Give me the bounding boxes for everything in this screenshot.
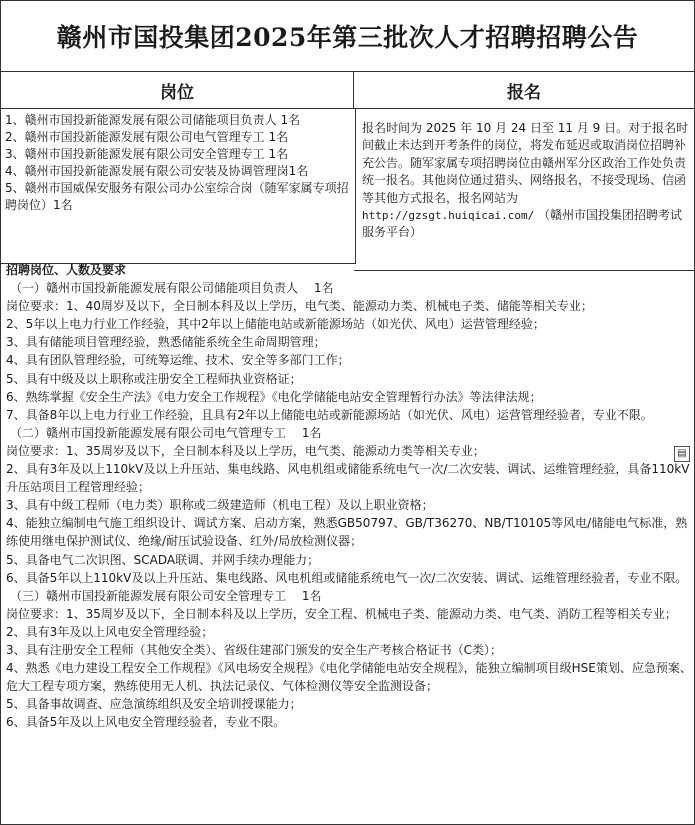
signup-suffix: （赣州市国投集团招聘考试服务平台） [362, 208, 683, 240]
signup-text: 报名时间为 2025 年 10 月 24 日至 11 月 9 日。对于报名时间截止未达到开考条件的岗位，将发布延迟或取消岗位招聘补充公告。随军家属专项招聘岗位由赣州军分区政治工作处负责统一报名。其他岗位通过猎头、网络报名，不接受现场、信函等其他方式报名，报名网站为 [362, 121, 689, 205]
requirement-line: 2、具有3年及以上风电安全管理经验； [6, 624, 214, 639]
positions-list [1, 109, 356, 264]
signup-link[interactable]: http://gzsgt.huiqicai.com/ [362, 209, 535, 223]
requirement-line: 岗位要求：1、35周岁及以下，全日制本科及以上学历，安全工程、机械电子类、能源动力类、电气类、消防工程等相关专业； [6, 606, 677, 621]
position-item: 4、赣州市国投新能源发展有限公司安装及协调管理岗1名 [5, 164, 309, 178]
requirement-line: 2、具有3年及以上110kV及以上升压站、集电线路、风电机组或储能系统电气一次/二次安装、调试、运维管理经验，具备110kV升压站项目工程管理经验； [6, 462, 690, 495]
header-signup: 报名 [354, 72, 694, 109]
position-item: 5、赣州市国威保安服务有限公司办公室综合岗（随军家属专项招聘岗位）1名 [5, 181, 349, 212]
requirement-line: 岗位要求：1、40周岁及以下，全日制本科及以上学历，电气类、能源动力类、机械电子类、储能等相关专业； [6, 299, 593, 314]
requirement-line: 6、熟练掌握《安全生产法》《电力安全工作规程》《电化学储能电站安全管理暂行办法》等法律法规； [6, 389, 542, 404]
position-item: 1、赣州市国投新能源发展有限公司储能项目负责人 1名 [5, 113, 301, 127]
page-title: 赣州市国投集团2025年第三批次人才招聘招聘公告 [1, 1, 694, 72]
header-position: 岗位 [1, 72, 354, 109]
position-item: 2、赣州市国投新能源发展有限公司电气管理专工 1名 [5, 130, 289, 144]
requirement-line: 6、具备5年以上110kV及以上升压站、集电线路、风电机组或储能系统电气一次/二次安装、调试、运维管理经验者，专业不限。 [6, 570, 688, 585]
requirement-line: 4、具有团队管理经验，可统筹运维、技术、安全等多部门工作； [6, 353, 350, 368]
requirement-line: 3、具有注册安全工程师（其他安全类）、省级住建部门颁发的安全生产考核合格证书（C类）； [6, 642, 503, 657]
requirement-line: 2、5年以上电力行业工作经验，其中2年以上储能电站或新能源场站（如光伏、风电）运营管理经验； [6, 317, 545, 332]
requirement-line: 岗位要求：1、35周岁及以下，全日制本科及以上学历，电气类、能源动力类等相关专业； [6, 443, 485, 458]
requirement-line: 4、能独立编制电气施工组织设计、调试方案、启动方案，熟悉GB50797、GB/T36270、NB/T10105等风电/储能电气标准，熟练使用继电保护测试仪、绝缘/耐压试验设备、红外/局放检测仪器； [6, 516, 688, 549]
requirement-line: 6、具备5年及以上风电安全管理经验者，专业不限。 [6, 715, 286, 730]
requirement-line: 5、具备电气二次识图、SCADA联调、并网手续办理能力； [6, 552, 320, 567]
requirement-line: 5、具有中级及以上职称或注册安全工程师执业资格证； [6, 371, 302, 386]
requirement-line: 3、具有中级工程师（电力类）职称或二级建造师（机电工程）及以上职业资格； [6, 498, 434, 513]
requirements-heading: 招聘岗位、人数及要求 [6, 263, 127, 277]
collapse-icon[interactable]: ▤ [674, 446, 690, 462]
requirement-line: 4、熟悉《电力建设工程安全工作规程》《风电场安全规程》《电化学储能电站安全规程》，能独立编制项目级HSE策划、应急预案、危大工程专项方案，熟练使用无人机、执法记录仪、气体检测仪等安全监测设备； [6, 661, 692, 694]
requirement-line: 7、具备8年以上电力行业工作经验，且具有2年以上储能电站或新能源场站（如光伏、风电）运营管理经验者，专业不限。 [6, 407, 653, 422]
section-title: （三）赣州市国投新能源发展有限公司安全管理专工 1名 [10, 588, 322, 603]
requirements-body [1, 261, 694, 731]
section-title: （二）赣州市国投新能源发展有限公司电气管理专工 1名 [10, 425, 322, 440]
requirement-line: 3、具有储能项目管理经验，熟悉储能系统全生命周期管理； [6, 335, 326, 350]
requirement-line: 5、具备事故调查、应急演练组织及安全培训授课能力； [6, 697, 302, 712]
section-title: （一）赣州市国投新能源发展有限公司储能项目负责人 1名 [10, 281, 334, 296]
signup-info [354, 109, 695, 271]
position-item: 3、赣州市国投新能源发展有限公司安全管理专工 1名 [5, 147, 289, 161]
